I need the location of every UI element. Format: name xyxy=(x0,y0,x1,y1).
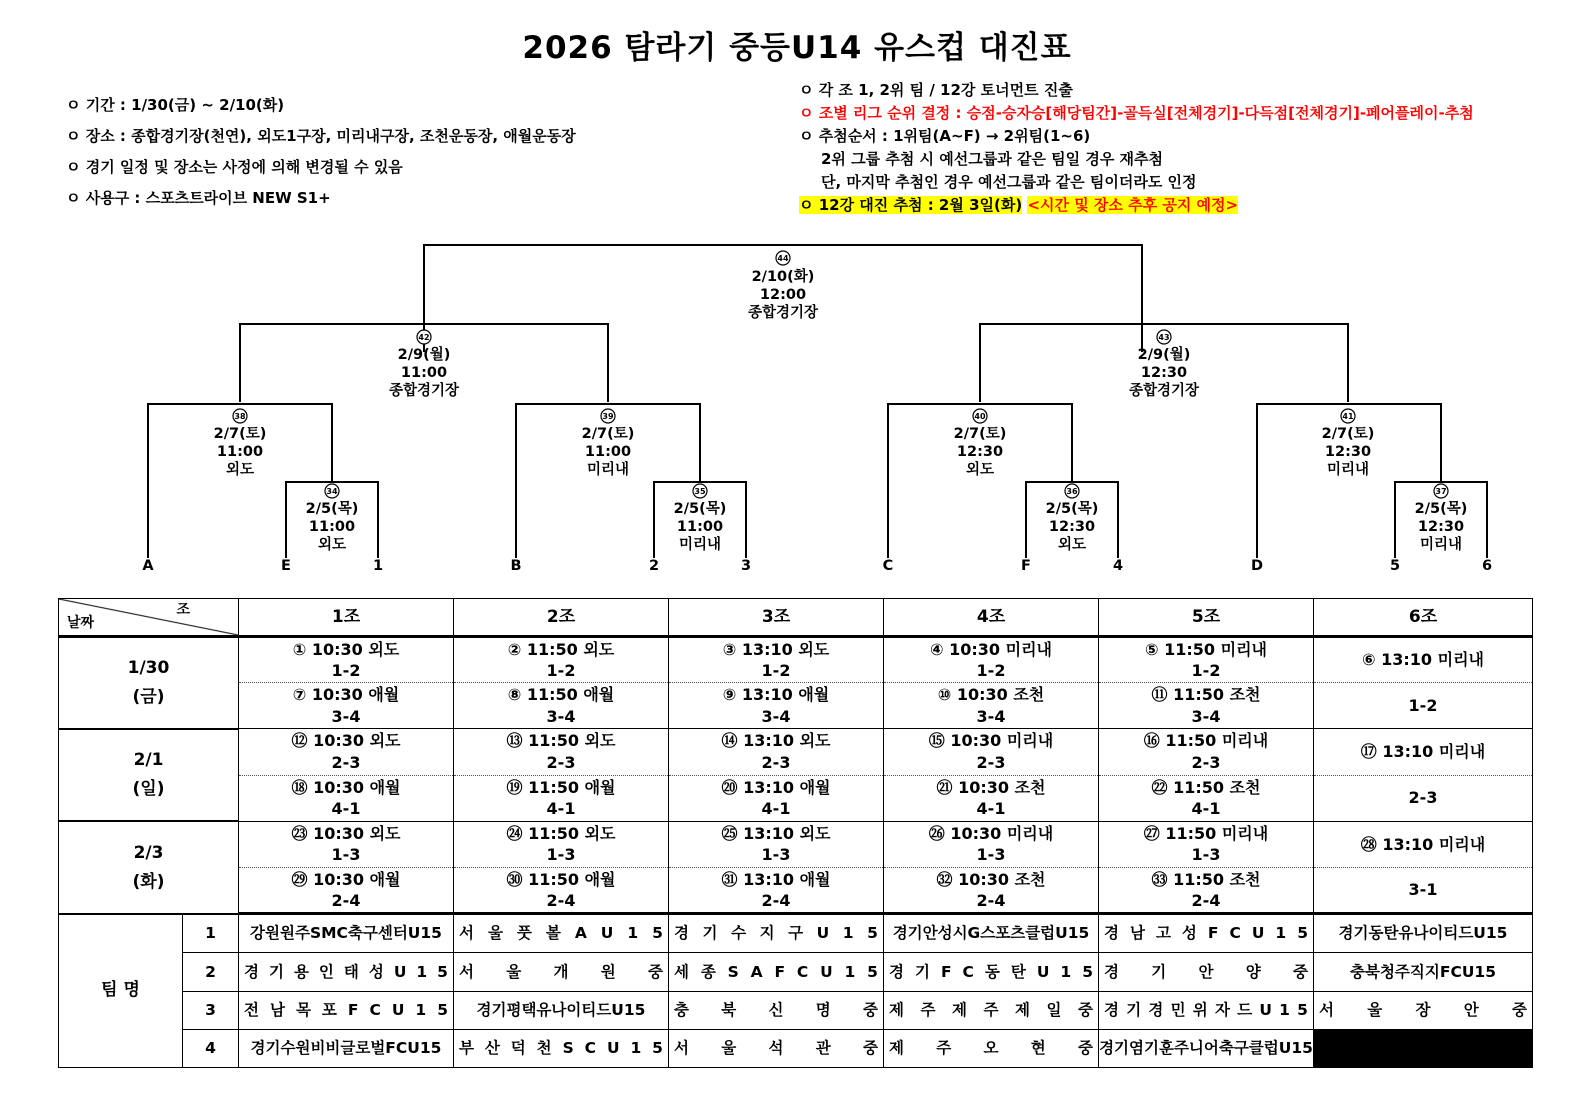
match-cell xyxy=(884,729,1099,775)
page-title: 2026 탐라기 중등U14 유스컵 대진표 xyxy=(522,30,1072,66)
match-cell xyxy=(1314,821,1533,867)
slot-label: 2 xyxy=(648,558,660,574)
match-pairing: 1-3 xyxy=(546,845,576,865)
group-header: 3조 xyxy=(669,599,884,637)
match-cell xyxy=(1314,729,1533,775)
match-info: ㉖ 10:30 미리내 xyxy=(928,823,1054,843)
match-cell xyxy=(884,868,1099,914)
match-info: ⑦ 10:30 애월 xyxy=(292,685,400,705)
match-cell xyxy=(1314,775,1533,821)
corner-date-label: 날짜 xyxy=(67,615,95,632)
match-info: ⑮ 10:30 미리내 xyxy=(928,731,1054,751)
team-name-cell xyxy=(454,953,669,991)
team-name-cell xyxy=(1099,1029,1314,1067)
team-name-cell xyxy=(669,1029,884,1067)
match-34 xyxy=(306,484,359,553)
match-info: ㉗ 11:50 미리내 xyxy=(1143,823,1269,843)
match-pairing: 4-1 xyxy=(331,799,361,819)
match-date: 2/7(토) xyxy=(581,426,635,442)
match-pairing: 2-4 xyxy=(761,891,791,911)
team-name: 경 기 안 양 중 xyxy=(1104,962,1308,981)
team-name: 세 종 S A F C U 1 5 xyxy=(674,962,878,981)
group-header: 2조 xyxy=(454,599,669,637)
match-info: ⑯ 11:50 미리내 xyxy=(1143,731,1269,751)
day-of-week: (일) xyxy=(132,779,165,800)
match-date: 2/5(목) xyxy=(673,501,727,517)
match-date: 2/7(토) xyxy=(213,426,267,442)
match-info: 1-2 xyxy=(1408,696,1438,715)
match-number: 34 xyxy=(326,487,338,496)
match-pairing: 2-3 xyxy=(331,753,361,772)
match-info: ㉔ 11:50 외도 xyxy=(506,823,616,843)
match-number: 42 xyxy=(418,333,430,342)
info-draw-order: ㅇ 추첨순서 : 1위팀(A~F) → 2위팀(1~6) xyxy=(799,127,1091,145)
match-info: ㉚ 11:50 애월 xyxy=(506,869,616,889)
match-info: ㉝ 11:50 조천 xyxy=(1151,869,1261,889)
slot-label: 3 xyxy=(740,558,752,574)
match-cell xyxy=(1099,683,1314,729)
match-cell xyxy=(239,683,454,729)
match-info: ③ 13:10 외도 xyxy=(722,639,830,659)
match-cell xyxy=(1099,637,1314,683)
match-info: ⑲ 11:50 애월 xyxy=(506,777,616,797)
match-time: 11:00 xyxy=(400,365,448,381)
match-cell xyxy=(1314,868,1533,914)
team-body xyxy=(59,914,1533,1068)
team-name: 경 남 고 성 F C U 1 5 xyxy=(1104,924,1308,943)
match-pairing: 1-3 xyxy=(761,845,791,865)
group-header: 4조 xyxy=(884,599,1099,637)
slot-label: 1 xyxy=(372,558,384,574)
info-redraw-rule: 2위 그룹 추첨 시 예선그룹과 같은 팀일 경우 재추첨 xyxy=(821,150,1164,168)
team-name: 경기평택유나이티드U15 xyxy=(476,1000,646,1019)
match-time: 11:00 xyxy=(676,519,724,535)
match-time: 12:30 xyxy=(1417,519,1465,535)
match-number: 36 xyxy=(1066,487,1078,496)
match-cell xyxy=(1099,868,1314,914)
team-name-cell xyxy=(884,1029,1099,1067)
match-37 xyxy=(1415,484,1468,553)
match-info: ⑰ 13:10 미리내 xyxy=(1360,742,1486,762)
match-info: ⑩ 10:30 조천 xyxy=(937,685,1045,705)
match-cell xyxy=(239,821,454,867)
match-cell xyxy=(884,637,1099,683)
match-info: ④ 10:30 미리내 xyxy=(930,639,1052,659)
team-slot-number: 3 xyxy=(183,991,239,1029)
team-name-cell xyxy=(454,991,669,1029)
match-number: 43 xyxy=(1158,333,1170,342)
match-time: 11:00 xyxy=(308,519,356,535)
info-advance-rule: ㅇ 각 조 1, 2위 팀 / 12강 토너먼트 진출 xyxy=(799,81,1073,99)
match-cell xyxy=(454,729,669,775)
match-pairing: 2-3 xyxy=(761,753,791,772)
team-name: 부 산 덕 천 S C U 1 5 xyxy=(459,1038,663,1057)
match-cell xyxy=(884,821,1099,867)
match-pairing: 2-4 xyxy=(1191,891,1221,911)
match-number: 35 xyxy=(694,487,706,496)
match-cell xyxy=(1314,683,1533,729)
group-header: 1조 xyxy=(239,599,454,637)
match-date: 2/9(월) xyxy=(1137,347,1191,363)
bracket-slots xyxy=(142,558,1492,574)
match-pairing: 2-4 xyxy=(546,891,576,911)
match-info: ㉑ 10:30 조천 xyxy=(936,777,1046,797)
match-pairing: 3-4 xyxy=(546,706,576,726)
match-info: ⑥ 13:10 미리내 xyxy=(1362,650,1484,670)
empty-team-cell xyxy=(1314,1029,1533,1067)
match-info: ⑪ 11:50 조천 xyxy=(1151,685,1261,705)
team-name-cell xyxy=(1099,991,1314,1029)
team-name-cell xyxy=(239,914,454,953)
slot-label: D xyxy=(1250,558,1264,574)
match-pairing: 4-1 xyxy=(976,799,1006,819)
team-name: 경 기 수 지 구 U 1 5 xyxy=(674,924,878,943)
team-name-cell xyxy=(1099,953,1314,991)
match-venue: 미리내 xyxy=(1326,462,1370,478)
match-pairing: 1-2 xyxy=(1191,661,1221,681)
team-name: 경기염기훈주니어축구클럽U15 xyxy=(1099,1038,1313,1057)
match-venue: 외도 xyxy=(1057,537,1087,553)
match-date: 2/5(목) xyxy=(305,501,359,517)
match-venue: 외도 xyxy=(225,462,255,478)
match-cell xyxy=(1099,821,1314,867)
match-cell xyxy=(239,637,454,683)
date-label: 2/3 xyxy=(133,842,164,863)
match-number: 44 xyxy=(777,254,789,263)
match-venue: 종합경기장 xyxy=(1128,383,1200,399)
day-of-week: (금) xyxy=(132,686,165,707)
team-slot-number: 1 xyxy=(183,914,239,953)
match-pairing: 4-1 xyxy=(546,799,576,819)
team-name-cell xyxy=(454,1029,669,1067)
match-date: 2/10(화) xyxy=(751,269,815,285)
corner-group-label: 조 xyxy=(176,602,190,618)
match-pairing: 3-4 xyxy=(976,706,1006,726)
slot-label: C xyxy=(882,558,894,574)
match-pairing: 1-2 xyxy=(546,661,576,681)
date-cell xyxy=(59,821,239,913)
team-name: 경 기 용 인 태 성 U 1 5 xyxy=(244,962,448,981)
match-35 xyxy=(674,484,727,553)
match-pairing: 3-4 xyxy=(761,706,791,726)
team-name: 강원원주SMC축구센터U15 xyxy=(250,924,442,943)
schedule-table xyxy=(58,598,1533,1068)
match-cell xyxy=(454,775,669,821)
info-ranking-rule: ㅇ 조별 리그 순위 결정 : 승점-승자승[해당팀간]-골득실[전체경기]-다득점[전체경기]-페어플레이-추첨 xyxy=(799,104,1474,122)
info-draw-notice: <시간 및 장소 추후 공지 예정> xyxy=(1027,196,1239,214)
match-info: ㉘ 13:10 미리내 xyxy=(1360,834,1486,854)
info-venues: ㅇ 장소 : 종합경기장(천연), 외도1구장, 미리내구장, 조천운동장, 애월운동장 xyxy=(66,127,576,145)
match-cell xyxy=(239,775,454,821)
match-number: 38 xyxy=(234,412,246,421)
match-info: ⑨ 13:10 애월 xyxy=(722,685,830,705)
match-venue: 미리내 xyxy=(586,462,630,478)
corner-header xyxy=(59,599,239,637)
info-last-draw-rule: 단, 마지막 추첨인 경우 예선그룹과 같은 팀이더라도 인정 xyxy=(821,173,1197,191)
slot-label: E xyxy=(281,558,291,574)
team-name: 전 남 목 포 F C U 1 5 xyxy=(244,1000,448,1019)
date-label: 2/1 xyxy=(133,750,164,771)
match-date: 2/9(월) xyxy=(397,347,451,363)
match-info: 3-1 xyxy=(1408,880,1438,900)
match-venue: 미리내 xyxy=(1419,537,1463,553)
match-date: 2/5(목) xyxy=(1045,501,1099,517)
match-info: ㉒ 11:50 조천 xyxy=(1151,777,1261,797)
date-cell xyxy=(59,729,239,821)
team-name-cell xyxy=(1314,991,1533,1029)
team-name-cell xyxy=(239,991,454,1029)
info-change-notice: ㅇ 경기 일정 및 장소는 사정에 의해 변경될 수 있음 xyxy=(66,158,403,176)
match-info: ⑬ 11:50 외도 xyxy=(506,731,616,751)
match-pairing: 1-3 xyxy=(1191,845,1221,865)
team-name: 경기동탄유나이티드U15 xyxy=(1338,924,1508,943)
match-42 xyxy=(389,330,460,399)
match-cell xyxy=(454,868,669,914)
team-name-cell xyxy=(884,914,1099,953)
match-venue: 종합경기장 xyxy=(747,305,819,321)
team-name: 경 기 경 민 위 자 드 U 1 5 xyxy=(1104,1000,1308,1019)
match-info: ㉜ 10:30 조천 xyxy=(936,869,1046,889)
team-name-cell xyxy=(1314,953,1533,991)
team-name-cell xyxy=(239,1029,454,1067)
match-number: 40 xyxy=(974,412,986,421)
match-time: 11:00 xyxy=(584,444,632,460)
slot-label: B xyxy=(510,558,522,574)
match-venue: 외도 xyxy=(965,462,995,478)
team-name-cell xyxy=(239,953,454,991)
match-time: 12:00 xyxy=(759,287,807,303)
match-cell xyxy=(669,775,884,821)
match-cell xyxy=(239,729,454,775)
match-number: 37 xyxy=(1435,487,1447,496)
team-name-cell xyxy=(1314,914,1533,953)
match-pairing: 1-2 xyxy=(761,661,791,681)
team-name: 제 주 오 현 중 xyxy=(889,1038,1093,1057)
info-period: ㅇ 기간 : 1/30(금) ~ 2/10(화) xyxy=(66,96,285,114)
match-40 xyxy=(954,409,1007,478)
match-info: ㉕ 13:10 외도 xyxy=(721,823,831,843)
team-name-cell xyxy=(669,991,884,1029)
match-time: 12:30 xyxy=(1140,365,1188,381)
match-pairing: 2-3 xyxy=(976,753,1006,772)
match-41 xyxy=(1322,409,1375,478)
team-name-cell xyxy=(669,953,884,991)
match-info: ② 11:50 외도 xyxy=(507,639,615,659)
match-pairing: 1-3 xyxy=(331,845,361,865)
info-ball: ㅇ 사용구 : 스포츠트라이브 NEW S1+ xyxy=(66,189,331,207)
match-cell xyxy=(454,821,669,867)
team-slot-number: 2 xyxy=(183,953,239,991)
team-name: 서 울 개 원 중 xyxy=(459,962,663,981)
match-info: ㉓ 10:30 외도 xyxy=(291,823,401,843)
match-44 xyxy=(748,251,819,321)
match-info: ⑤ 11:50 미리내 xyxy=(1145,639,1267,659)
team-name-cell xyxy=(669,914,884,953)
match-cell xyxy=(239,868,454,914)
team-name: 경기수원비비글로벌FCU15 xyxy=(250,1038,442,1057)
match-date: 2/7(토) xyxy=(953,426,1007,442)
day-of-week: (화) xyxy=(132,871,165,892)
match-cell xyxy=(669,868,884,914)
match-date: 2/7(토) xyxy=(1321,426,1375,442)
match-pairing: 2-4 xyxy=(331,891,361,911)
match-cell xyxy=(669,821,884,867)
team-name: 충 북 신 명 중 xyxy=(674,1000,878,1019)
group-header: 5조 xyxy=(1099,599,1314,637)
team-name: 서 울 석 관 중 xyxy=(674,1038,878,1057)
match-date: 2/5(목) xyxy=(1414,501,1468,517)
match-cell xyxy=(1099,775,1314,821)
match-info: ⑧ 11:50 애월 xyxy=(507,685,615,705)
team-name: 경기안성시G스포츠클럽U15 xyxy=(892,924,1090,943)
info-draw-date: ㅇ 12강 대진 추첨 : 2월 3일(화) xyxy=(799,196,1023,214)
team-name: 서 울 풋 볼 A U 1 5 xyxy=(459,924,663,943)
match-info: ① 10:30 외도 xyxy=(292,639,400,659)
team-name: 충북청주직지FCU15 xyxy=(1350,962,1496,981)
date-cell xyxy=(59,637,239,729)
match-cell xyxy=(669,729,884,775)
team-slot-number: 4 xyxy=(183,1029,239,1067)
match-pairing: 2-3 xyxy=(546,753,576,772)
match-info: ⑫ 10:30 외도 xyxy=(291,731,401,751)
slot-label: 4 xyxy=(1112,558,1124,574)
match-pairing: 1-2 xyxy=(976,661,1006,681)
match-pairing: 3-4 xyxy=(1191,706,1221,726)
slot-label: 5 xyxy=(1389,558,1401,574)
match-pairing: 4-1 xyxy=(761,799,791,819)
match-time: 12:30 xyxy=(956,444,1004,460)
match-info: ⑱ 10:30 애월 xyxy=(291,777,401,797)
match-36 xyxy=(1046,484,1099,553)
match-cell xyxy=(884,775,1099,821)
match-time: 12:30 xyxy=(1324,444,1372,460)
match-pairing: 3-4 xyxy=(331,706,361,726)
match-pairing: 2-4 xyxy=(976,891,1006,911)
match-number: 41 xyxy=(1342,412,1354,421)
match-info: ㉛ 13:10 애월 xyxy=(721,869,831,889)
match-info: 2-3 xyxy=(1408,788,1438,808)
team-name: 서 울 장 안 중 xyxy=(1319,1000,1527,1019)
match-cell xyxy=(884,683,1099,729)
group-header: 6조 xyxy=(1314,599,1533,637)
match-cell xyxy=(669,637,884,683)
match-info: ⑳ 13:10 애월 xyxy=(721,777,831,797)
match-info: ㉙ 10:30 애월 xyxy=(291,869,401,889)
date-label: 1/30 xyxy=(127,658,170,679)
team-name: 제 주 제 주 제 일 중 xyxy=(889,1000,1093,1019)
team-header: 팀 명 xyxy=(59,914,183,1068)
team-name-cell xyxy=(884,953,1099,991)
match-pairing: 1-2 xyxy=(331,661,361,681)
team-name-cell xyxy=(884,991,1099,1029)
match-43 xyxy=(1129,330,1200,399)
team-name-cell xyxy=(454,914,669,953)
match-time: 12:30 xyxy=(1048,519,1096,535)
match-number: 39 xyxy=(602,412,614,421)
match-pairing: 2-3 xyxy=(1191,753,1221,772)
match-cell xyxy=(1099,729,1314,775)
team-name: 경 기 F C 동 탄 U 1 5 xyxy=(889,962,1093,981)
match-venue: 외도 xyxy=(317,537,347,553)
match-cell xyxy=(454,683,669,729)
slot-label: F xyxy=(1021,558,1031,574)
team-name-cell xyxy=(1099,914,1314,953)
match-38 xyxy=(214,409,267,478)
slot-label: 6 xyxy=(1481,558,1493,574)
match-cell xyxy=(669,683,884,729)
match-venue: 종합경기장 xyxy=(388,383,460,399)
match-time: 11:00 xyxy=(216,444,264,460)
match-pairing: 1-3 xyxy=(976,845,1006,865)
match-cell xyxy=(454,637,669,683)
match-pairing: 4-1 xyxy=(1191,799,1221,819)
match-39 xyxy=(582,409,635,478)
schedule-body xyxy=(59,637,1533,914)
slot-label: A xyxy=(142,558,154,574)
match-venue: 미리내 xyxy=(678,537,722,553)
match-cell xyxy=(1314,637,1533,683)
match-info: ⑭ 13:10 외도 xyxy=(721,731,831,751)
